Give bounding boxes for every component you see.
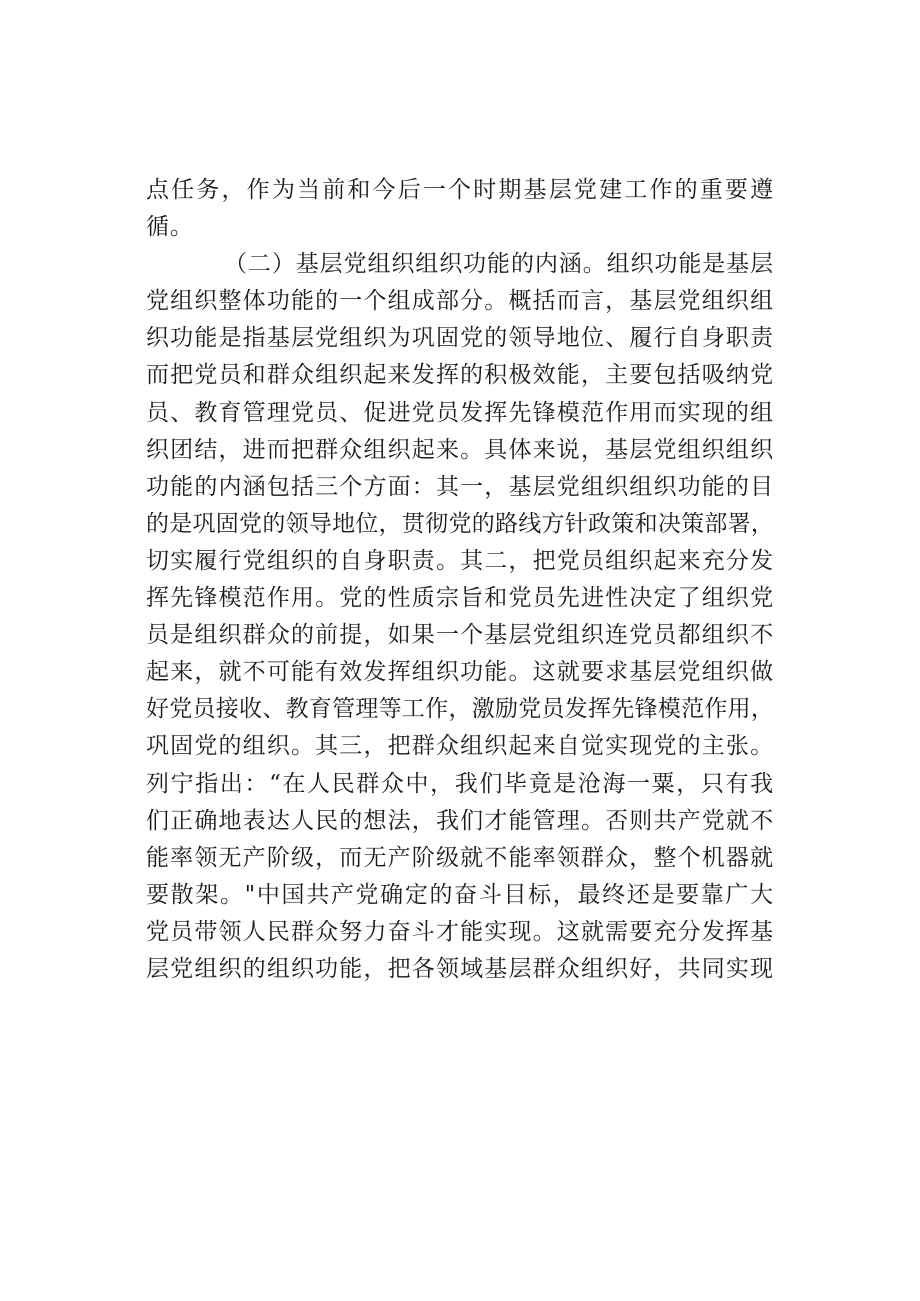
text-line-1: 点任务，作为当前和今后一个时期基层党建工作的重要遵 <box>146 177 774 203</box>
text-line-11: 切实履行党组织的自身职责。其二，把党员组织起来充分发 <box>146 547 774 574</box>
text-line-16: 巩固党的组织。其三，把群众组织起来自觉实现党的主张。 <box>146 733 774 760</box>
text-line-22: 层党组织的组织功能，把各领域基层群众组织好，共同实现 <box>146 955 774 982</box>
text-line-18: 们正确地表达人民的想法，我们才能管理。否则共产党就不 <box>146 807 774 834</box>
text-line-6: 而把党员和群众组织起来发挥的积极效能，主要包括吸纳党 <box>146 362 774 389</box>
text-line-5: 织功能是指基层党组织为巩固党的领导地位、履行自身职责 <box>146 325 774 352</box>
body-text <box>146 172 774 988</box>
text-line-8: 织团结，进而把群众组织起来。具体来说，基层党组织组织 <box>146 436 774 463</box>
text-line-4: 党组织整体功能的一个组成部分。概括而言，基层党组织组 <box>146 288 774 315</box>
text-line-3-section-heading: （二）基层党组织组织功能的内涵。组织功能是基层 <box>224 251 774 278</box>
text-line-10: 的是巩固党的领导地位，贯彻党的路线方针政策和决策部署， <box>146 510 774 537</box>
text-line-19: 能率领无产阶级，而无产阶级就不能率领群众，整个机器就 <box>146 844 774 871</box>
text-line-21: 党员带领人民群众努力奋斗才能实现。这就需要充分发挥基 <box>146 918 774 945</box>
text-line-14: 起来，就不可能有效发挥组织功能。这就要求基层党组织做 <box>146 659 774 686</box>
text-line-2: 循。 <box>146 214 194 241</box>
text-line-13: 员是组织群众的前提，如果一个基层党组织连党员都组织不 <box>146 622 774 649</box>
text-line-17: 列宁指出：“在人民群众中，我们毕竟是沧海一粟，只有我 <box>146 770 774 797</box>
text-line-12: 挥先锋模范作用。党的性质宗旨和党员先进性决定了组织党 <box>146 585 774 612</box>
text-line-15: 好党员接收、教育管理等工作，激励党员发挥先锋模范作用， <box>146 696 774 723</box>
text-line-7: 员、教育管理党员、促进党员发挥先锋模范作用而实现的组 <box>146 399 774 426</box>
text-line-20: 要散架。"中国共产党确定的奋斗目标，最终还是要靠广大 <box>146 881 774 908</box>
text-line-9: 功能的内涵包括三个方面：其一，基层党组织组织功能的目 <box>146 473 774 500</box>
